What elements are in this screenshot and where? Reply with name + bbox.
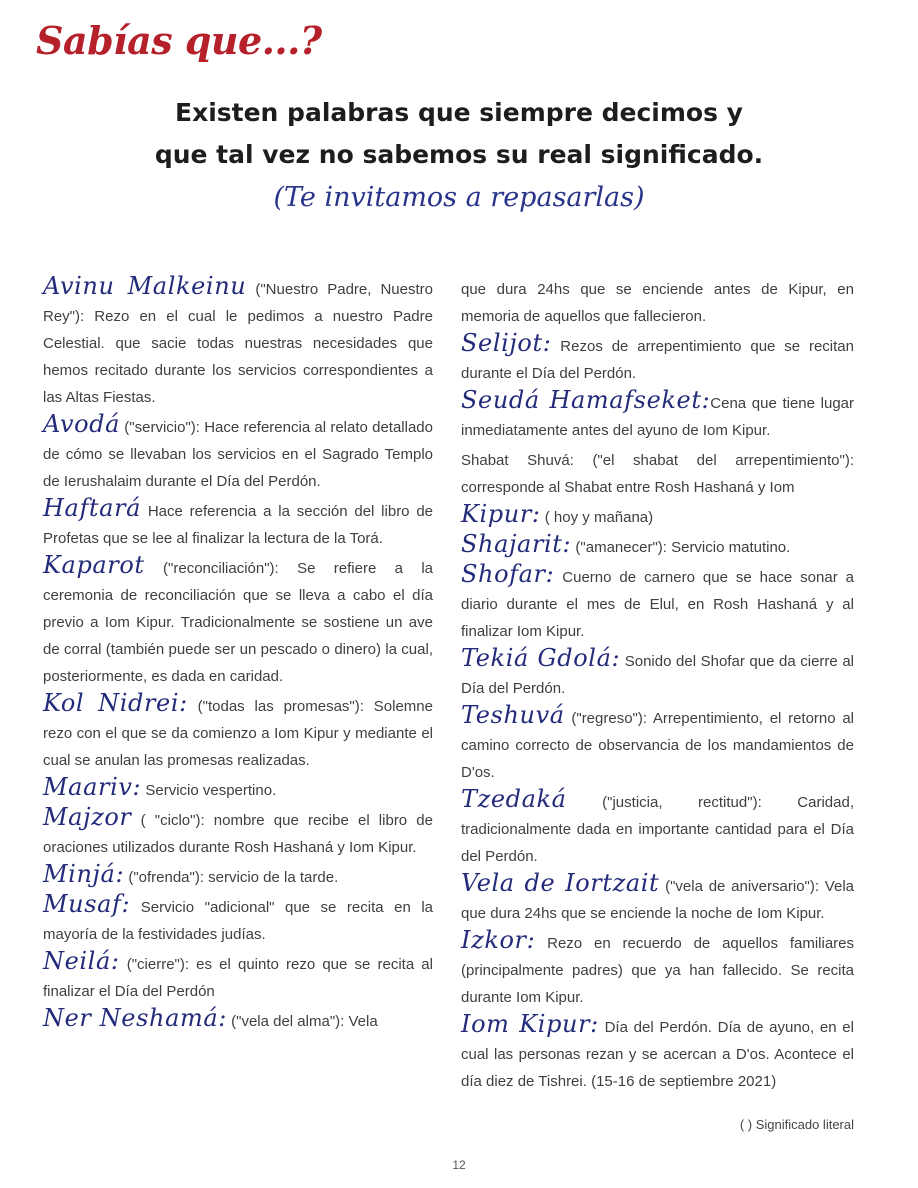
glossary-term: Seudá Hamafseket: <box>461 386 711 414</box>
glossary-definition: ("vela del alma"): Vela <box>226 1013 378 1030</box>
glossary-term: Kol Nidrei: <box>43 689 188 717</box>
lead-line-1: Existen palabras que siempre decimos y <box>175 98 743 127</box>
glossary-term: Vela de Iortzait <box>461 869 660 897</box>
glossary-term: Minjá: <box>43 860 125 888</box>
glossary-entry <box>43 891 433 948</box>
glossary-term: Teshuvá <box>461 701 565 729</box>
glossary-entry <box>461 273 854 330</box>
glossary-term: Majzor <box>43 803 132 831</box>
glossary-term: Tekiá Gdolá: <box>461 644 621 672</box>
glossary-entry <box>461 387 854 444</box>
glossary-entry <box>43 1005 433 1035</box>
glossary-term: Selijot: <box>461 329 552 357</box>
glossary-right-column <box>461 273 854 1095</box>
glossary-entry <box>43 273 433 411</box>
glossary-entry <box>43 774 433 804</box>
glossary-entry <box>461 501 854 531</box>
glossary-entry <box>43 861 433 891</box>
glossary-definition: Cena que tiene lugar inmediatamente antes del ayuno de Iom Kipur. <box>461 395 854 439</box>
glossary-entry <box>43 495 433 552</box>
glossary-entry <box>461 561 854 645</box>
page-number: 12 <box>452 1158 466 1172</box>
glossary-definition: Servicio vespertino. <box>141 782 277 799</box>
glossary-definition: ("todas las promesas"): Solemne rezo con el que se da comienzo a Iom Kipur y mediante el cual se anulan las promesas realizadas. <box>43 698 433 769</box>
glossary-definition: Sonido del Shofar que da cierre al Día del Perdón. <box>461 653 854 697</box>
glossary-definition: ( "ciclo"): nombre que recibe el libro de oraciones utilizados durante Rosh Hashaná y Iom Kipur. <box>43 812 433 856</box>
glossary-definition: ("Nuestro Padre, Nuestro Rey"): Rezo en el cual le pedimos a nuestro Padre Celestial. que sacie todas nuestras necesidades que hemos recitado durante los servicios correspondientes a las Altas Fiestas. <box>43 281 433 406</box>
glossary-term: Maariv: <box>43 773 142 801</box>
glossary-term: Neilá: <box>43 947 120 975</box>
glossary-definition: Rezo en recuerdo de aquellos familiares (principalmente padres) que ya han fallecido. Se recita durante Iom Kipur. <box>461 935 854 1006</box>
glossary-definition: ( hoy y mañana) <box>540 509 654 526</box>
invite-line: (Te invitamos a repasarlas) <box>273 182 645 213</box>
glossary-entry <box>43 804 433 861</box>
glossary-definition: ("reconciliación"): Se refiere a la ceremonia de reconciliación que se lleva a cabo el día previo a Iom Kipur. Tradicionalmente se sostiene un ave de corral (también puede ser un pescado o dinero) la cual, posteriormente, es dada en caridad. <box>43 560 433 685</box>
glossary-entry <box>461 330 854 387</box>
glossary-definition: Shabat Shuvá: ("el shabat del arrepentimiento"): corresponde al Shabat entre Rosh Hashaná y Iom <box>461 452 854 496</box>
glossary-definition: ("servicio"): Hace referencia al relato detallado de cómo se llevaban los servicios en el Sagrado Templo de Ierushalaim durante el Día del Perdón. <box>43 419 433 490</box>
glossary-term: Shofar: <box>461 560 555 588</box>
glossary-definition: Día del Perdón. Día de ayuno, en el cual las personas rezan y se acercan a D'os. Acontece el día diez de Tishrei. (15-16 de septiembre 2021) <box>461 1019 854 1090</box>
glossary-term: Ner Neshamá: <box>43 1004 227 1032</box>
glossary-term: Haftará <box>43 494 142 522</box>
glossary-term: Kipur: <box>461 500 541 528</box>
glossary-definition: ("ofrenda"): servicio de la tarde. <box>124 869 339 886</box>
glossary-entry <box>43 552 433 690</box>
glossary-entry <box>43 948 433 1005</box>
glossary-definition: ("amanecer"): Servicio matutino. <box>571 539 791 556</box>
glossary-entry <box>43 411 433 495</box>
glossary-entry <box>461 645 854 702</box>
glossary-entry <box>461 1011 854 1095</box>
glossary-definition: ("cierre"): es el quinto rezo que se recita al finalizar el Día del Perdón <box>43 956 433 1000</box>
glossary-entry <box>461 702 854 786</box>
glossary-definition: Cuerno de carnero que se hace sonar a diario durante el mes de Elul, en Rosh Hashaná y al finalizar Iom Kipur. <box>461 569 854 640</box>
glossary-definition: Rezos de arrepentimiento que se recitan durante el Día del Perdón. <box>461 338 854 382</box>
glossary-term: Shajarit: <box>461 530 572 558</box>
glossary-left-column <box>43 273 433 1035</box>
glossary-term: Kaparot <box>43 551 145 579</box>
glossary-definition: ("vela de aniversario"): Vela que dura 24hs que se enciende la noche de Iom Kipur. <box>461 878 854 922</box>
glossary-definition: ("justicia, rectitud"): Caridad, tradicionalmente dada en importante cantidad para el Día del Perdón. <box>461 794 854 865</box>
glossary-entry <box>461 444 854 501</box>
glossary-entry <box>461 927 854 1011</box>
glossary-entry <box>461 870 854 927</box>
footnote-legend: ( ) Significado literal <box>739 1117 854 1132</box>
glossary-term: Avodá <box>43 410 121 438</box>
glossary-definition: Hace referencia a la sección del libro de Profetas que se lee al finalizar la lectura de la Torá. <box>43 503 433 547</box>
glossary-term: Musaf: <box>43 890 131 918</box>
glossary-definition: que dura 24hs que se enciende antes de Kipur, en memoria de aquellos que fallecieron. <box>461 281 854 325</box>
glossary-definition: Servicio "adicional" que se recita en la mayoría de la festividades judías. <box>43 899 433 943</box>
glossary-term: Tzedaká <box>461 785 567 813</box>
glossary-definition: ("regreso"): Arrepentimiento, el retorno al camino correcto de observancia de los mandamientos de D'os. <box>461 710 854 781</box>
glossary-entry <box>43 690 433 774</box>
glossary-entry <box>461 786 854 870</box>
glossary-term: Avinu Malkeinu <box>43 272 247 300</box>
lead-line-2: que tal vez no sabemos su real significado. <box>154 140 764 169</box>
page-title: Sabías que...? <box>36 18 322 63</box>
glossary-term: Izkor: <box>461 926 536 954</box>
glossary-entry <box>461 531 854 561</box>
glossary-term: Iom Kipur: <box>461 1010 599 1038</box>
